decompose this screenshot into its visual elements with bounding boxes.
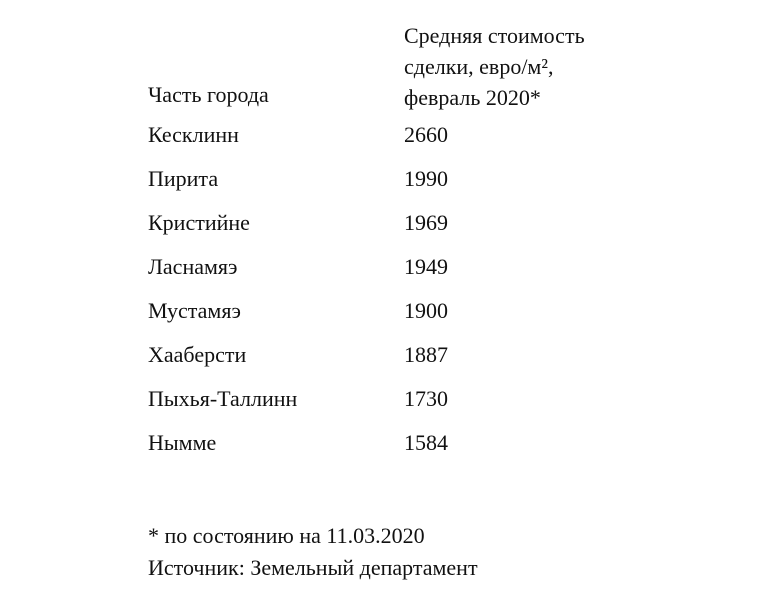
price-header-line: Средняя стоимость — [404, 23, 585, 48]
footnote-source: Источник: Земельный департамент — [148, 555, 478, 580]
price-header-line: сделки, евро/м², — [404, 54, 554, 79]
table-row — [148, 386, 648, 430]
table-row — [148, 210, 648, 254]
footnote-date-note: * по состоянию на 11.03.2020 — [148, 523, 425, 548]
district-price: 1900 — [404, 298, 448, 323]
district-name: Хааберсти — [148, 342, 247, 367]
district-price: 1969 — [404, 210, 448, 235]
district-name: Кесклинн — [148, 122, 239, 147]
district-column-header: Часть города — [148, 82, 269, 107]
table-body — [148, 122, 648, 474]
district-name: Кристийне — [148, 210, 250, 235]
district-name: Пыхья-Таллинн — [148, 386, 298, 411]
table-row — [148, 166, 648, 210]
district-price: 1887 — [404, 342, 448, 367]
footnote — [148, 520, 478, 584]
district-name: Мустамяэ — [148, 298, 241, 323]
table-row — [148, 254, 648, 298]
district-price: 1990 — [404, 166, 448, 191]
district-price: 2660 — [404, 122, 448, 147]
price-column-header — [404, 20, 585, 113]
district-price: 1584 — [404, 430, 448, 455]
price-header-line: февраль 2020* — [404, 85, 541, 110]
district-price: 1730 — [404, 386, 448, 411]
table-row — [148, 430, 648, 474]
district-name: Ласнамяэ — [148, 254, 238, 279]
district-price: 1949 — [404, 254, 448, 279]
table-row — [148, 342, 648, 386]
district-name: Нымме — [148, 430, 217, 455]
table-row — [148, 122, 648, 166]
table-row — [148, 298, 648, 342]
district-name: Пирита — [148, 166, 219, 191]
